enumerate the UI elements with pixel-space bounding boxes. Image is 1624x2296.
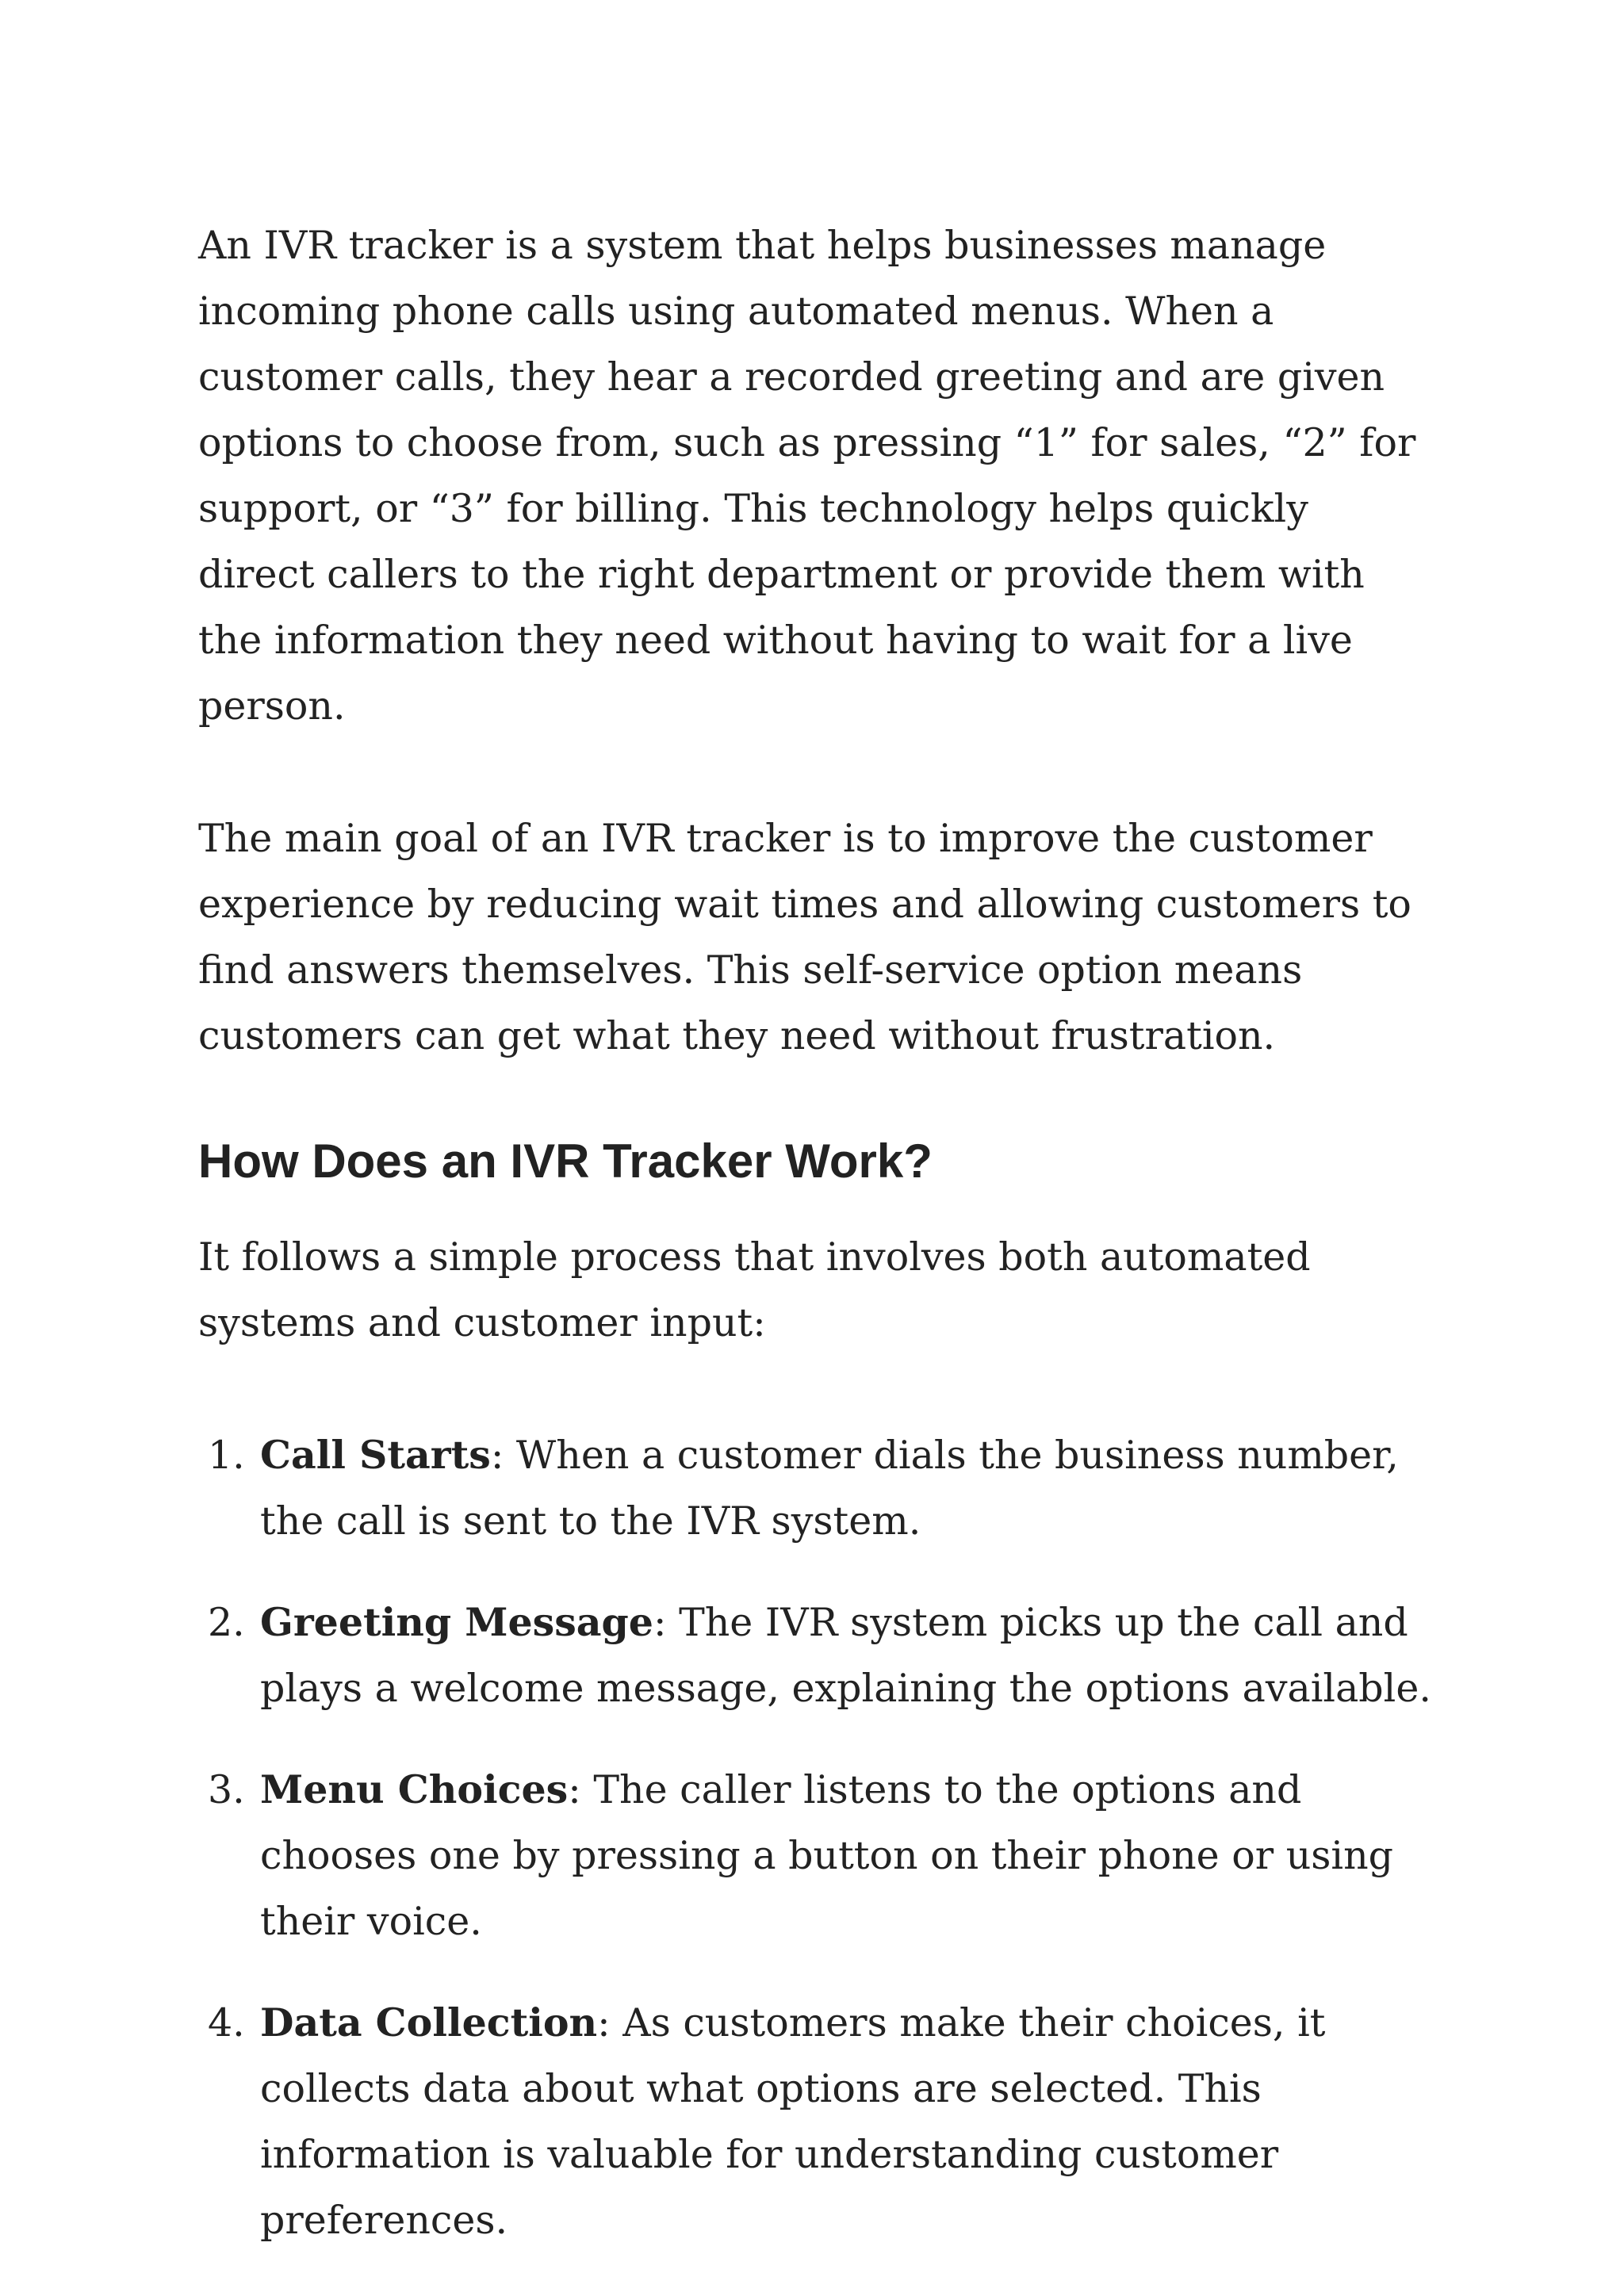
step-term: Call Starts (260, 1432, 491, 1478)
step-term: Data Collection (260, 1999, 598, 2045)
list-number: 3. (208, 1767, 245, 1812)
list-number: 1. (208, 1433, 245, 1478)
list-item (198, 1422, 1435, 1554)
list-item (198, 1990, 1435, 2253)
document-page (198, 212, 1435, 2289)
step-term: Greeting Message (260, 1599, 653, 1645)
step-text: : When a customer dials the business number, the call is sent to the IVR system. (260, 1433, 1399, 1544)
intro-paragraph: An IVR tracker is a system that helps businesses manage incoming phone calls using automated menus. When a customer calls, they hear a recorded greeting and are given options to choose from, such as pressing “1” for sales, “2” for support, or “3” for billing. This technology helps quickly direct callers to the right department or provide them with the information they need without having to wait for a live person. (198, 223, 1416, 729)
section-intro: It follows a simple process that involves both automated systems and customer input: (198, 1234, 1311, 1345)
list-item (198, 1757, 1435, 1954)
section-heading: How Does an IVR Tracker Work? (198, 1135, 933, 1188)
goal-paragraph: The main goal of an IVR tracker is to improve the customer experience by reducing wait times and allowing customers to find answers themselves. This self-service option means customers can get what they need without frustration. (198, 816, 1411, 1058)
list-number: 2. (208, 1600, 245, 1645)
step-text: : The caller listens to the options and chooses one by pressing a button on their phone or using their voice. (260, 1767, 1394, 1944)
step-text: : As customers make their choices, it collects data about what options are selected. This information is valuable for understanding customer preferences. (260, 2000, 1326, 2243)
list-number: 4. (208, 2000, 245, 2045)
list-item (198, 1590, 1435, 1721)
steps-list (198, 1422, 1435, 2253)
step-text: : The IVR system picks up the call and plays a welcome message, explaining the options available. (260, 1600, 1431, 1711)
step-term: Menu Choices (260, 1766, 569, 1812)
